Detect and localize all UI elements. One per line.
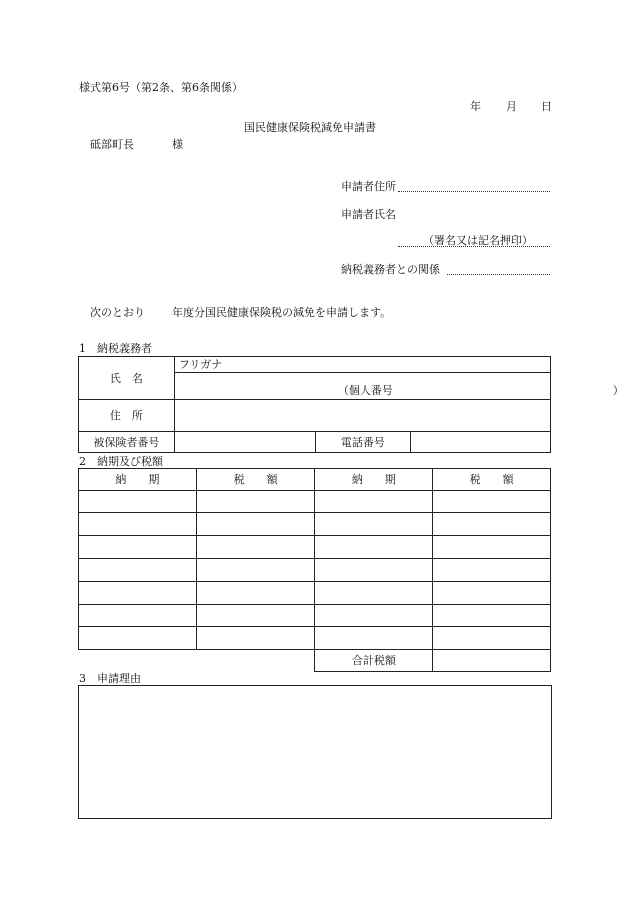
amount-cell[interactable] — [433, 491, 551, 513]
insured-number-label: 被保険者番号 — [93, 435, 160, 449]
applicant-name-label: 申請者氏名 — [341, 208, 396, 221]
table-row — [79, 491, 551, 513]
address-label: 住 所 — [109, 409, 143, 422]
date-day: 日 — [541, 100, 552, 113]
amount-cell[interactable] — [433, 605, 551, 627]
period-cell[interactable] — [315, 513, 433, 536]
addressee-honorific: 様 — [172, 138, 183, 151]
period-cell[interactable] — [79, 582, 197, 605]
amount-cell[interactable] — [433, 582, 551, 605]
relation-field[interactable] — [447, 263, 550, 275]
period-cell[interactable] — [79, 536, 197, 559]
statement-prefix: 次のとおり — [90, 306, 145, 319]
total-row — [79, 650, 551, 672]
form-number: 様式第6号（第2条、第6条関係） — [79, 81, 243, 94]
reason-textarea[interactable] — [78, 685, 552, 819]
amount-cell[interactable] — [196, 491, 315, 513]
period-cell[interactable] — [79, 605, 197, 627]
applicant-address-field[interactable] — [398, 180, 550, 192]
period-cell[interactable] — [315, 605, 433, 627]
amount-cell[interactable] — [433, 513, 551, 536]
table-row — [79, 559, 551, 582]
insured-number-input[interactable] — [174, 432, 315, 453]
name-input-cell[interactable] — [174, 373, 624, 400]
name-label: 氏 名 — [109, 371, 143, 385]
phone-label: 電話番号 — [340, 435, 385, 449]
table-row — [79, 513, 551, 536]
period-cell[interactable] — [315, 559, 433, 582]
statement-body: 年度分国民健康保険税の減免を申請します。 — [172, 306, 392, 319]
address-input-cell[interactable] — [174, 400, 550, 432]
signature-note: （署名又は記名押印） — [423, 234, 533, 247]
period-cell[interactable] — [79, 513, 197, 536]
name-label-cell — [79, 357, 175, 400]
relation-label: 納税義務者との関係 — [341, 263, 440, 276]
applicant-address-label: 申請者住所 — [341, 180, 396, 193]
amount-cell[interactable] — [433, 536, 551, 559]
header-amount-2: 税 額 — [433, 469, 551, 491]
table-row — [79, 627, 551, 650]
personal-number-label: （個人番号 — [337, 384, 393, 397]
amount-cell[interactable] — [196, 536, 315, 559]
period-cell[interactable] — [79, 627, 197, 650]
phone-input[interactable] — [411, 432, 551, 453]
section3-heading: 3 申請理由 — [79, 672, 141, 685]
header-period-2: 納 期 — [315, 469, 433, 491]
date-month: 月 — [506, 100, 517, 113]
amount-cell[interactable] — [196, 605, 315, 627]
phone-label-cell — [315, 432, 411, 453]
period-cell[interactable] — [315, 536, 433, 559]
form-title: 国民健康保険税減免申請書 — [244, 121, 376, 134]
table-row — [79, 605, 551, 627]
period-cell[interactable] — [79, 491, 197, 513]
address-label-cell — [79, 400, 175, 432]
insured-number-label-cell — [79, 432, 175, 453]
section2-heading: 2 納期及び税額 — [79, 455, 163, 468]
table-row — [79, 536, 551, 559]
total-amount-input[interactable] — [433, 650, 551, 672]
total-label: 合計税額 — [315, 650, 433, 672]
amount-cell[interactable] — [196, 627, 315, 650]
tax-period-table — [78, 468, 551, 672]
taxpayer-table — [78, 356, 624, 453]
amount-cell[interactable] — [433, 627, 551, 650]
amount-cell[interactable] — [196, 513, 315, 536]
addressee-name: 砥部町長 — [90, 138, 134, 151]
period-cell[interactable] — [315, 582, 433, 605]
header-amount-1: 税 額 — [196, 469, 315, 491]
personal-number-close: ） — [612, 384, 624, 397]
period-cell[interactable] — [79, 559, 197, 582]
amount-cell[interactable] — [196, 582, 315, 605]
table-row — [79, 582, 551, 605]
date-year: 年 — [470, 100, 481, 113]
amount-cell[interactable] — [433, 559, 551, 582]
amount-cell[interactable] — [196, 559, 315, 582]
period-cell[interactable] — [315, 491, 433, 513]
section1-heading: 1 納税義務者 — [79, 342, 152, 355]
header-period-1: 納 期 — [79, 469, 197, 491]
period-cell[interactable] — [315, 627, 433, 650]
furigana-cell[interactable] — [174, 357, 550, 373]
furigana-label: フリガナ — [178, 358, 223, 371]
